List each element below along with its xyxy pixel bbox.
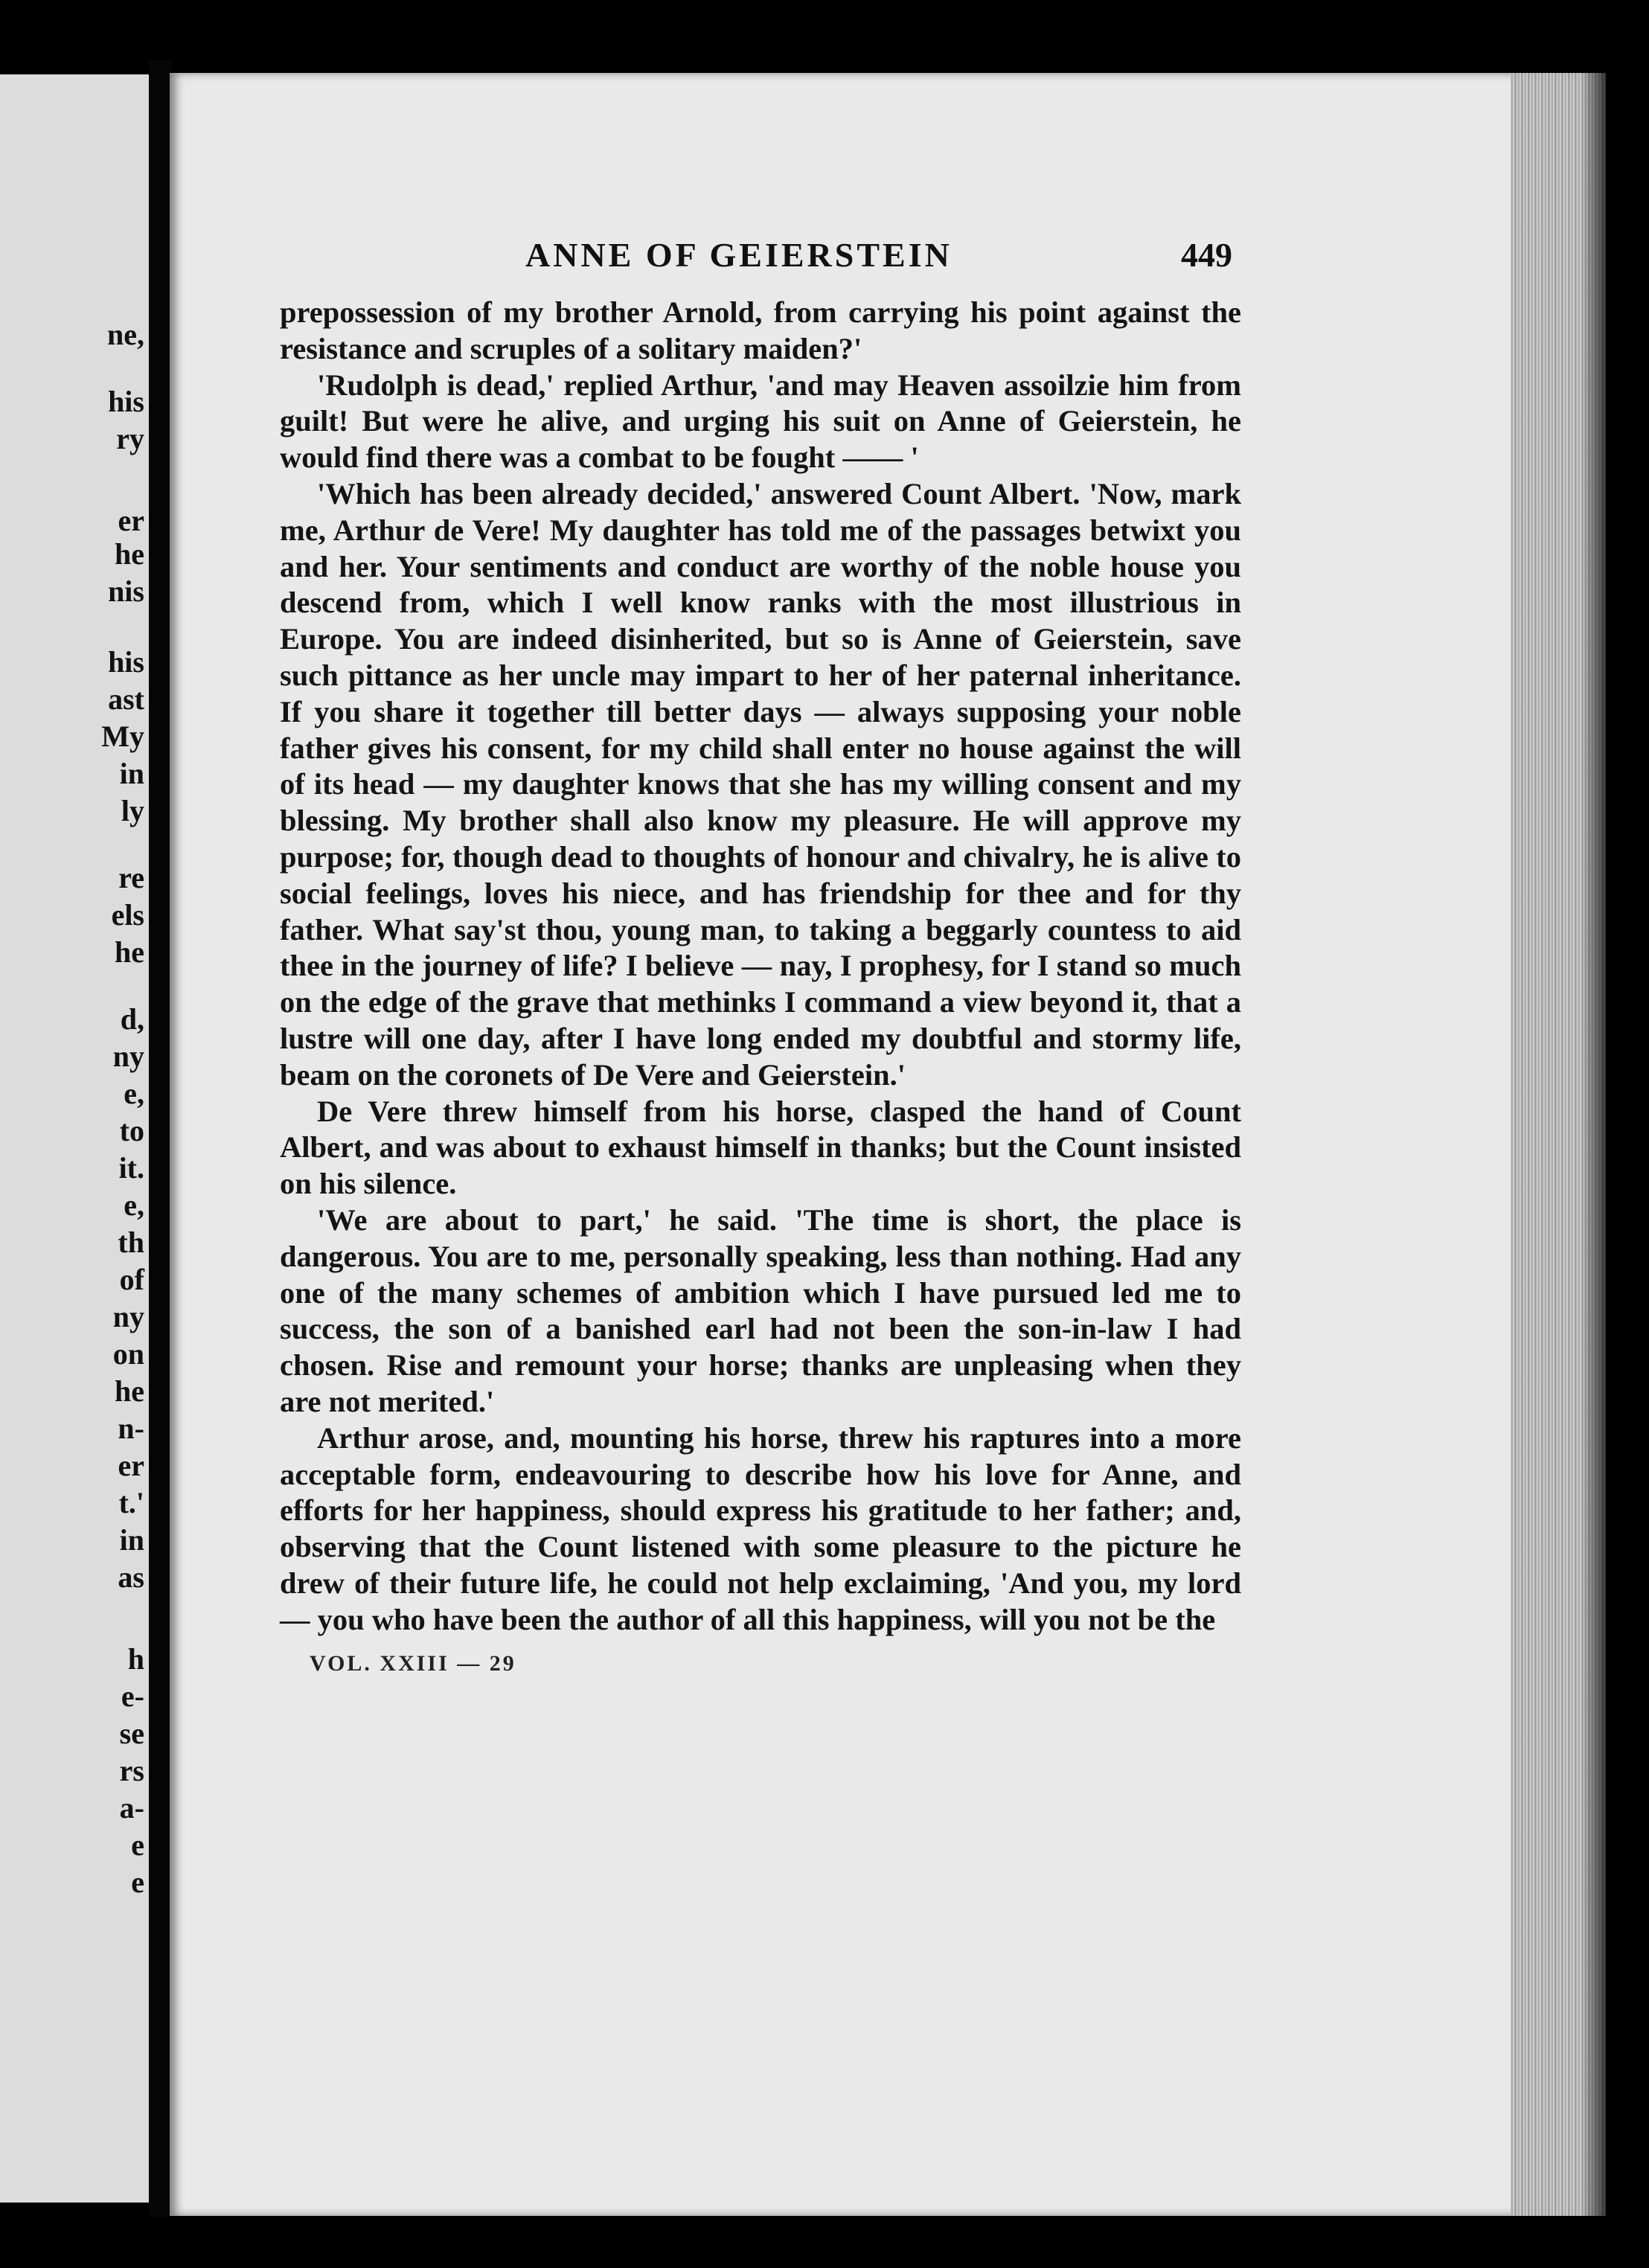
left-page-fragment: ny xyxy=(112,1040,144,1073)
left-page-fragment: nis xyxy=(108,574,144,608)
paragraph: Arthur arose, and, mounting his horse, threw his raptures into a more acceptable form, endeavouring to describe how his love for Anne, and efforts for her happiness, should express his gratitude to her father; and, observing that the Count listened with some pleasure to the picture he drew of their future life, he could not help exclaiming, 'And you, my lord — you who have been the author of all this happiness, will you not be the xyxy=(280,1420,1241,1636)
left-page-fragment: er xyxy=(118,504,144,537)
bottom-shadow xyxy=(170,2216,1606,2268)
page-number: 449 xyxy=(1181,236,1232,274)
page-edges xyxy=(1511,73,1606,2216)
body-text xyxy=(280,295,1241,1638)
left-page-fragment: to xyxy=(119,1114,144,1147)
left-page-fragment: e, xyxy=(124,1077,144,1110)
left-page-fragment: ne, xyxy=(107,318,144,351)
book-gutter xyxy=(149,60,171,2217)
paragraph: 'Which has been already decided,' answered Count Albert. 'Now, mark me, Arthur de Vere! My daughter has told me of the passages betwixt you and her. Your sentiments and conduct are worthy of the noble house you descend from, which I well know ranks with the most illustrious in Europe. You are indeed disinherited, but so is Anne of Geierstein, save such pittance as her uncle may impart to her of her paternal inheritance. If you share it together till better days — always supposing your noble father gives his consent, for my child shall enter no house against the will of its head — my daughter knows that she has my willing consent and my blessing. My brother shall also know my pleasure. He will approve my purpose; for, though dead to thoughts of honour and chivalry, he is alive to social feelings, loves his niece, and has friendship for thee and for thy father. What say'st thou, young man, to taking a beggarly countess to aid thee in the journey of life? I believe — nay, I prophesy, for I stand so much on the edge of the grave that methinks I command a view beyond it, that a lustre will one day, after I have long ended my doubtful and stormy life, beam on the coronets of De Vere and Geierstein.' xyxy=(280,476,1241,1092)
left-page-fragment: ny xyxy=(112,1300,144,1333)
running-head xyxy=(280,235,1241,287)
left-page-fragment: er xyxy=(118,1449,144,1482)
left-facing-page xyxy=(0,74,152,2203)
paragraph: prepossession of my brother Arnold, from carrying his point against the resistance and scruples of a solitary maiden?' xyxy=(280,295,1241,365)
signature-mark: VOL. XXIII — 29 xyxy=(310,1651,516,1676)
left-page-fragment: e, xyxy=(124,1188,144,1222)
left-page-fragment: his xyxy=(108,645,144,679)
paragraph: 'Rudolph is dead,' replied Arthur, 'and may Heaven assoilzie him from guilt! But were he alive, and urging his suit on Anne of Geierstein, he would find there was a combat to be fought —— ' xyxy=(280,368,1241,475)
left-page-fragment: els xyxy=(111,898,144,932)
left-page-fragment: ly xyxy=(121,794,144,827)
left-page-fragment: d, xyxy=(120,1002,144,1036)
left-page-fragment: ry xyxy=(116,422,144,455)
left-page-fragment: t.' xyxy=(118,1486,144,1519)
left-page-fragment: n- xyxy=(118,1412,144,1445)
left-page-fragment: of xyxy=(119,1263,144,1296)
left-page-fragment: as xyxy=(118,1560,144,1594)
left-page-fragment: he xyxy=(115,537,144,571)
running-title: ANNE OF GEIERSTEIN xyxy=(525,236,952,274)
page-text-block xyxy=(280,235,1241,1676)
left-page-fragment: e xyxy=(131,1828,144,1862)
left-page-fragment: a- xyxy=(119,1791,144,1825)
left-page-fragment: it. xyxy=(118,1151,144,1185)
left-page-fragment: e- xyxy=(121,1679,144,1713)
left-page-fragment: ast xyxy=(108,682,144,716)
left-page-fragment: rs xyxy=(119,1754,144,1787)
left-page-fragment: in xyxy=(119,757,144,790)
left-page-fragment: he xyxy=(115,935,144,969)
paragraph: 'We are about to part,' he said. 'The time is short, the place is dangerous. You are to me, personally speaking, less than nothing. Had any one of the many schemes of ambition which I have pursued led me to success, the son of a banished earl had not been the son-in-law I had chosen. Rise and remount your horse; thanks are unpleasing when they are not merited.' xyxy=(280,1202,1241,1418)
left-page-fragment: My xyxy=(101,720,144,753)
left-page-fragment: se xyxy=(119,1717,144,1750)
left-page-fragment: in xyxy=(119,1523,144,1557)
left-page-fragment: his xyxy=(108,385,144,418)
left-page-fragment: he xyxy=(115,1374,144,1408)
left-page-fragment: th xyxy=(118,1226,144,1259)
left-page-fragment: h xyxy=(127,1642,144,1676)
left-page-fragment: e xyxy=(131,1865,144,1899)
left-page-fragment: on xyxy=(112,1337,144,1371)
left-page-fragment: re xyxy=(118,861,144,894)
paragraph: De Vere threw himself from his horse, clasped the hand of Count Albert, and was about to exhaust himself in thanks; but the Count insisted on his silence. xyxy=(280,1094,1241,1201)
